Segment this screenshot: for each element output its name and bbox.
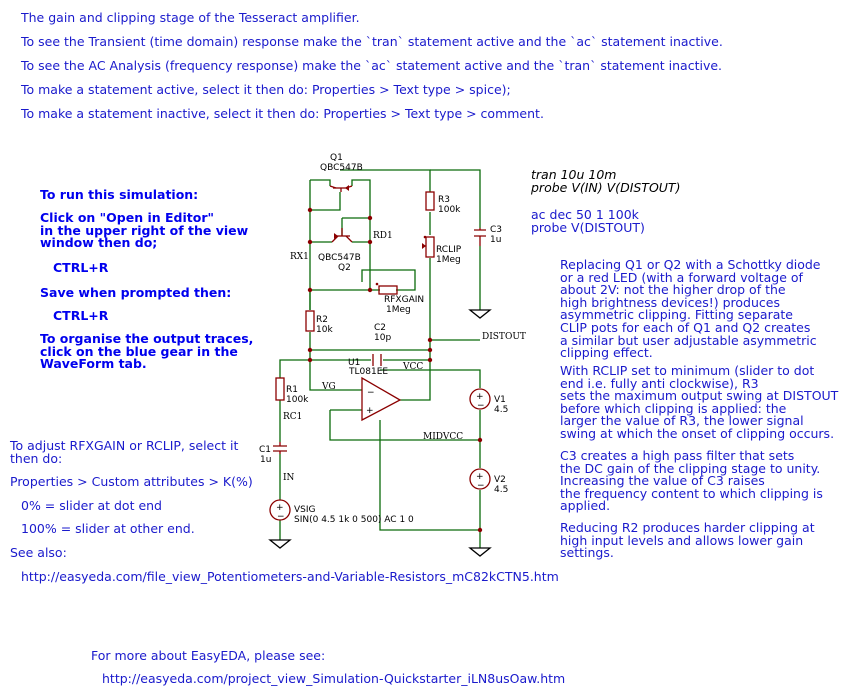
header-line-5: To make a statement inactive, select it then do: Properties > Text type > comment. bbox=[21, 106, 544, 121]
c2-capacitor[interactable] bbox=[373, 354, 381, 366]
rfxgain-potentiometer[interactable] bbox=[376, 283, 397, 294]
r1-ref-label: R1 bbox=[286, 385, 298, 395]
net-label-rx1: RX1 bbox=[290, 252, 309, 262]
q1-ref-label: Q1 bbox=[330, 153, 343, 163]
spice-tran-line-2[interactable]: probe V(IN) V(DISTOUT) bbox=[531, 180, 681, 195]
rclip-value-label: 1Meg bbox=[436, 255, 461, 265]
v2-ref-label: V2 bbox=[494, 475, 506, 485]
spice-tran-line-1[interactable]: tran 10u 10m bbox=[531, 167, 617, 182]
ground-symbol bbox=[270, 540, 290, 548]
c3-value-label: 1u bbox=[490, 235, 502, 245]
note-paragraph-2: With RCLIP set to minimum (slider to dot end i.e. fully anti clockwise), R3 sets the maximum output swing at DISTOUT before which clipping is applied: the larger the value of R3, the lower signal swing at which the onset of clipping occurs. bbox=[560, 363, 839, 441]
r2-ref-label: R2 bbox=[316, 315, 328, 325]
c3-ref-label: C3 bbox=[490, 225, 503, 235]
header-line-2: To see the Transient (time domain) response make the `tran` statement active and the `ac` statement inactive. bbox=[21, 34, 723, 49]
v2-plus-pin: + bbox=[476, 472, 484, 482]
c1-value-label: 1u bbox=[260, 455, 272, 465]
r3-resistor[interactable] bbox=[426, 192, 434, 210]
vsig-value-label: SIN(0 4.5 1k 0 500) AC 1 0 bbox=[294, 515, 414, 525]
vsig-plus-pin: + bbox=[276, 503, 284, 513]
u1-value-label: TL081EE bbox=[349, 367, 389, 377]
v2-minus-pin: − bbox=[477, 481, 485, 491]
r1-resistor[interactable] bbox=[276, 378, 284, 400]
ground-symbol bbox=[470, 548, 490, 556]
spice-ac-line-1[interactable]: ac dec 50 1 100k bbox=[531, 207, 639, 222]
rclip-potentiometer[interactable] bbox=[422, 236, 434, 257]
r3-value-label: 100k bbox=[438, 205, 461, 215]
adjust-line-2: Properties > Custom attributes > K(%) bbox=[10, 474, 253, 489]
header-line-3: To see the AC Analysis (frequency response) make the `ac` statement active and the `tran` statement inactive. bbox=[21, 58, 723, 73]
q2-ref-label: Q2 bbox=[338, 263, 351, 273]
rfxgain-value-label: 1Meg bbox=[386, 305, 411, 315]
run-step-2: Save when prompted then: bbox=[40, 285, 232, 300]
net-label-in: IN bbox=[283, 473, 295, 483]
r2-value-label: 10k bbox=[316, 325, 333, 335]
c1-capacitor[interactable] bbox=[273, 442, 287, 454]
rfxgain-ref-label: RFXGAIN bbox=[384, 295, 425, 305]
vsig-ref-label: VSIG bbox=[294, 505, 316, 515]
v1-value-label: 4.5 bbox=[494, 405, 509, 415]
v2-value-label: 4.5 bbox=[494, 485, 509, 495]
r1-value-label: 100k bbox=[286, 395, 309, 405]
note-paragraph-1: Replacing Q1 or Q2 with a Schottky diode or a red LED (with a forward voltage of about 2V: not the higher drop of the high brightness devices!) produces asymmetric clipping. Fitting separate CLIP pots for each of Q1 and Q2 creates a similar but user adjustable asymmetric clipping effect. bbox=[560, 257, 821, 361]
q1-transistor[interactable] bbox=[330, 185, 352, 192]
spice-ac-line-2[interactable]: probe V(DISTOUT) bbox=[531, 220, 645, 235]
net-label-midvcc: MIDVCC bbox=[423, 432, 464, 442]
q2-transistor[interactable] bbox=[332, 228, 352, 242]
see-also-label: See also: bbox=[10, 545, 67, 560]
run-key-1: CTRL+R bbox=[53, 260, 109, 275]
u1-ref-label: U1 bbox=[348, 358, 361, 368]
v1-plus-pin: + bbox=[476, 392, 484, 402]
net-label-rc1: RC1 bbox=[283, 412, 303, 422]
c1-ref-label: C1 bbox=[259, 445, 272, 455]
ground-symbol bbox=[470, 310, 490, 318]
header-line-1: The gain and clipping stage of the Tesseract amplifier. bbox=[21, 10, 360, 25]
r2-resistor[interactable] bbox=[306, 311, 314, 331]
run-key-2: CTRL+R bbox=[53, 308, 109, 323]
run-title: To run this simulation: bbox=[40, 187, 199, 202]
net-label-vg: VG bbox=[322, 382, 336, 392]
u1-plus-pin: + bbox=[366, 406, 374, 416]
run-step-1: Click on "Open in Editor" in the upper right of the view window then do; bbox=[40, 210, 249, 250]
adjust-line-4: 100% = slider at other end. bbox=[21, 521, 195, 536]
run-step-3: To organise the output traces, click on the blue gear in the WaveForm tab. bbox=[40, 331, 254, 371]
note-paragraph-4: Reducing R2 produces harder clipping at high input levels and allows lower gain settings. bbox=[560, 520, 815, 561]
adjust-line-1: To adjust RFXGAIN or RCLIP, select it then do: bbox=[10, 438, 239, 466]
v1-ref-label: V1 bbox=[494, 395, 506, 405]
q1-value-label: QBC547B bbox=[320, 163, 363, 173]
net-label-vcc: VCC bbox=[403, 362, 424, 372]
rclip-ref-label: RCLIP bbox=[436, 245, 462, 255]
quickstarter-link[interactable]: http://easyeda.com/project_view_Simulation-Quickstarter_iLN8usOaw.htm bbox=[102, 671, 566, 686]
q2-value-label: QBC547B bbox=[318, 253, 361, 263]
u1-minus-pin: − bbox=[367, 388, 375, 398]
net-label-distout: DISTOUT bbox=[482, 332, 526, 342]
note-paragraph-3: C3 creates a high pass filter that sets the DC gain of the clipping stage to unity. Increasing the value of C3 raises the frequency content to which clipping is applied. bbox=[560, 448, 823, 514]
header-line-4: To make a statement active, select it then do: Properties > Text type > spice); bbox=[21, 82, 511, 97]
c2-value-label: 10p bbox=[374, 333, 392, 343]
v1-minus-pin: − bbox=[477, 401, 485, 411]
c2-ref-label: C2 bbox=[374, 323, 387, 333]
potentiometer-link[interactable]: http://easyeda.com/file_view_Potentiometers-and-Variable-Resistors_mC82kCTN5.htm bbox=[21, 569, 559, 584]
r3-ref-label: R3 bbox=[438, 195, 450, 205]
footer-more-label: For more about EasyEDA, please see: bbox=[91, 648, 326, 663]
adjust-line-3: 0% = slider at dot end bbox=[21, 498, 162, 513]
net-label-rd1: RD1 bbox=[373, 231, 393, 241]
c3-capacitor[interactable] bbox=[474, 228, 486, 246]
vsig-minus-pin: − bbox=[277, 512, 285, 522]
